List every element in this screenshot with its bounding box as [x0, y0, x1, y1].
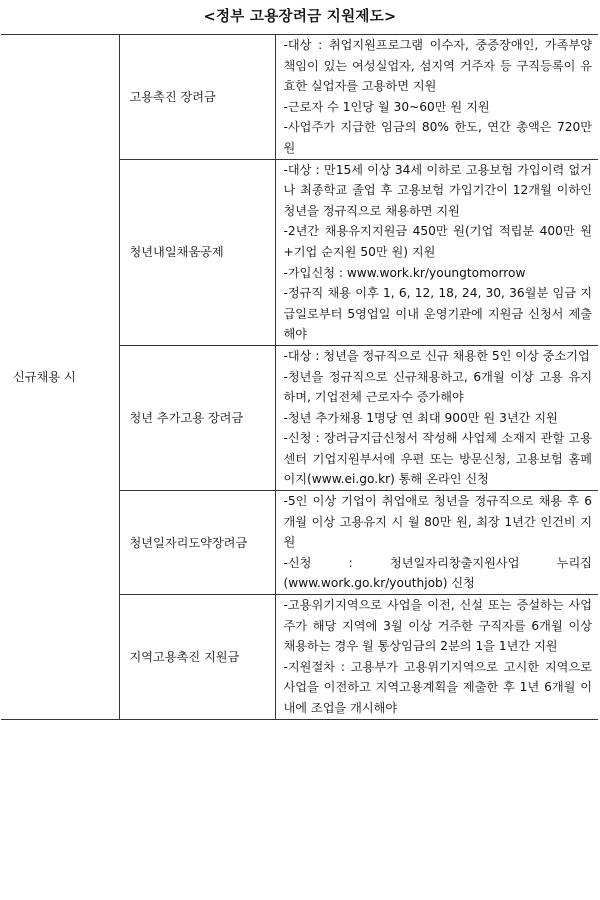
- program-description: [275, 35, 598, 160]
- program-name: 청년 추가고용 장려금: [119, 345, 275, 490]
- document-title: <정부 고용장려금 지원제도>: [203, 9, 397, 25]
- category-cell: 신규채용 시: [1, 35, 119, 720]
- description-item: -대상 : 취업지원프로그램 이수자, 중증장애인, 가족부양 책임이 있는 여성실업자, 섬지역 거주자 등 구직등록이 유효한 실업자를 고용하면 지원: [283, 38, 592, 94]
- description-item: -가입신청 : www.work.kr/youngtomorrow: [283, 265, 526, 280]
- program-description: [275, 595, 598, 720]
- program-name: 청년일자리도약장려금: [119, 491, 275, 595]
- description-item: -신청 : 장려금지급신청서 작성해 사업체 소재지 관할 고용센터 기업지원부서에 우편 또는 방문신청, 고용보험 홈페이지(www.ei.go.kr) 통해 온라인 신청: [283, 431, 592, 487]
- description-item: -대상 : 만15세 이상 34세 이하로 고용보험 가입이력 없거나 최종학교 졸업 후 고용보험 가입기간이 12개월 이하인 청년을 정규직으로 채용하면 지원: [283, 162, 592, 218]
- description-item: -사업주가 지급한 임금의 80% 한도, 연간 총액은 720만 원: [283, 120, 592, 155]
- program-description: [275, 491, 598, 595]
- description-item: -근로자 수 1인당 월 30~60만 원 지원: [283, 99, 490, 114]
- description-item: -지원절차 : 고용부가 고용위기지역으로 고시한 지역으로 사업을 이전하고 지역고용계획을 제출한 후 1년 6개월 이내에 조업을 개시해야: [283, 659, 592, 715]
- description-item: -2년간 채용유지지원금 450만 원(기업 적립분 400만 원+기업 순지원 50만 원) 지원: [283, 224, 592, 259]
- description-item: -신청 : 청년일자리창출지원사업 누리집(www.work.go.kr/youthjob) 신청: [283, 555, 592, 591]
- program-name: 지역고용촉진 지원금: [119, 595, 275, 720]
- program-description: [275, 159, 598, 345]
- program-name: 고용촉진 장려금: [119, 35, 275, 160]
- subsidy-table: [1, 34, 598, 720]
- description-item: -고용위기지역으로 사업을 이전, 신설 또는 증설하는 사업주가 해당 지역에 3월 이상 거주한 구직자를 6개월 이상 채용하는 경우 월 통상임금의 2분의 1을 1년간 지원: [283, 598, 592, 654]
- description-item: -대상 : 청년을 정규직으로 신규 채용한 5인 이상 중소기업: [283, 348, 590, 363]
- description-item: -정규직 채용 이후 1, 6, 12, 18, 24, 30, 36월분 임금 지급일로부터 5영업일 이내 운영기관에 지원금 신청서 제출해야: [283, 286, 592, 342]
- description-item: -청년 추가채용 1명당 연 최대 900만 원 3년간 지원: [283, 410, 558, 425]
- description-item: -5인 이상 기업이 취업애로 청년을 정규직으로 채용 후 6개월 이상 고용유지 시 월 80만 원, 최장 1년간 인건비 지원: [283, 494, 592, 550]
- program-description: [275, 345, 598, 490]
- program-name: 청년내일채움공제: [119, 159, 275, 345]
- program-row: [1, 35, 598, 160]
- description-item: -청년을 정규직으로 신규채용하고, 6개월 이상 고용 유지하며, 기업전체 근로자수 증가해야: [283, 369, 592, 405]
